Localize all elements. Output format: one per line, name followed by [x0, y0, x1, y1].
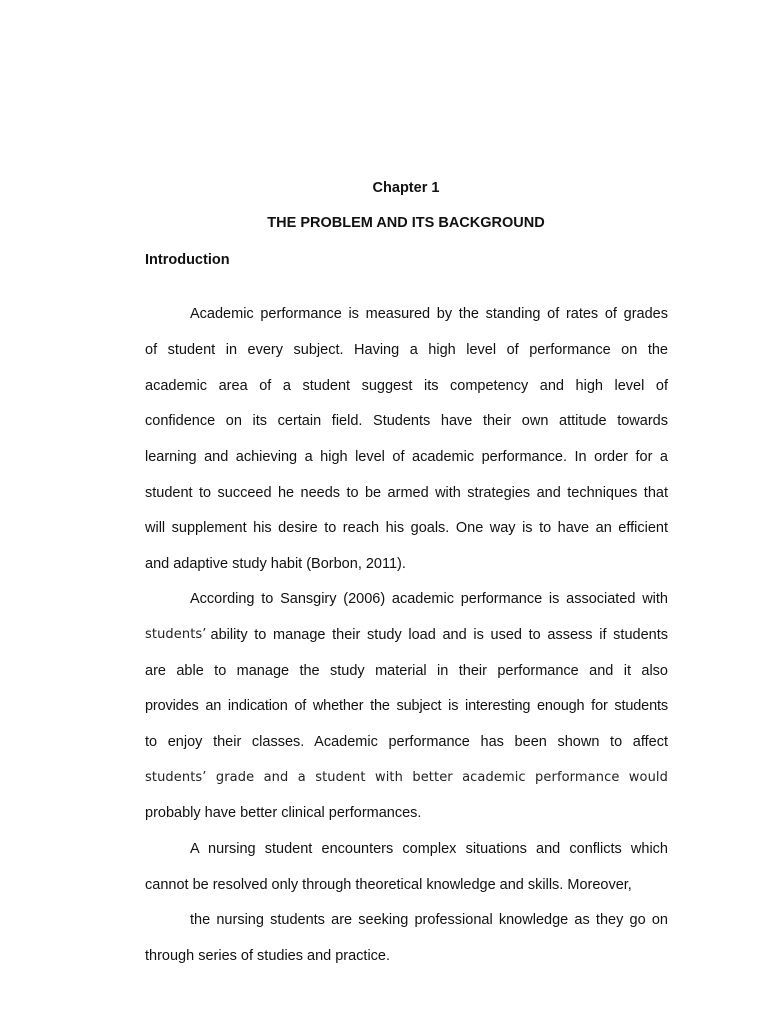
paragraph-line: to enjoy their classes. Academic performance has been shown to affect [145, 734, 668, 750]
paragraph-line: of student in every subject. Having a high level of performance on the [145, 342, 668, 358]
paragraph-line: A nursing student encounters complex situations and conflicts which [190, 841, 668, 857]
section-heading: Introduction [145, 252, 230, 268]
paragraph-line: learning and achieving a high level of academic performance. In order for a [145, 449, 668, 465]
paragraph-line: through series of studies and practice. [145, 948, 391, 964]
paragraph-line: student to succeed he needs to be armed with strategies and techniques that [145, 485, 668, 501]
paragraph-line: cannot be resolved only through theoretical knowledge and skills. Moreover, [145, 877, 632, 893]
line-remainder: ability to manage their study load and is used to assess if students [210, 627, 668, 643]
paragraph-line: students’ grade and a student with better academic performance would [145, 770, 668, 785]
paragraph-line: Academic performance is measured by the standing of rates of grades [190, 306, 668, 322]
mixed-font-word: students’ [145, 627, 207, 642]
paragraph-line: academic area of a student suggest its competency and high level of [145, 378, 668, 394]
paragraph-line: According to Sansgiry (2006) academic performance is associated with [190, 591, 668, 607]
paragraph-line: the nursing students are seeking professional knowledge as they go on [190, 912, 668, 928]
paragraph-line: probably have better clinical performances. [145, 805, 422, 821]
chapter-label: Chapter 1 [372, 180, 440, 196]
paragraph-line: are able to manage the study material in their performance and it also [145, 663, 668, 679]
chapter-title: THE PROBLEM AND ITS BACKGROUND [267, 215, 545, 231]
paragraph-line: provides an indication of whether the subject is interesting enough for students [145, 698, 668, 714]
paragraph-line: and adaptive study habit (Borbon, 2011). [145, 556, 406, 572]
paragraph-line-mixed [145, 626, 668, 644]
paragraph-line: confidence on its certain field. Students have their own attitude towards [145, 413, 668, 429]
paragraph-line: will supplement his desire to reach his goals. One way is to have an efficient [145, 520, 668, 536]
